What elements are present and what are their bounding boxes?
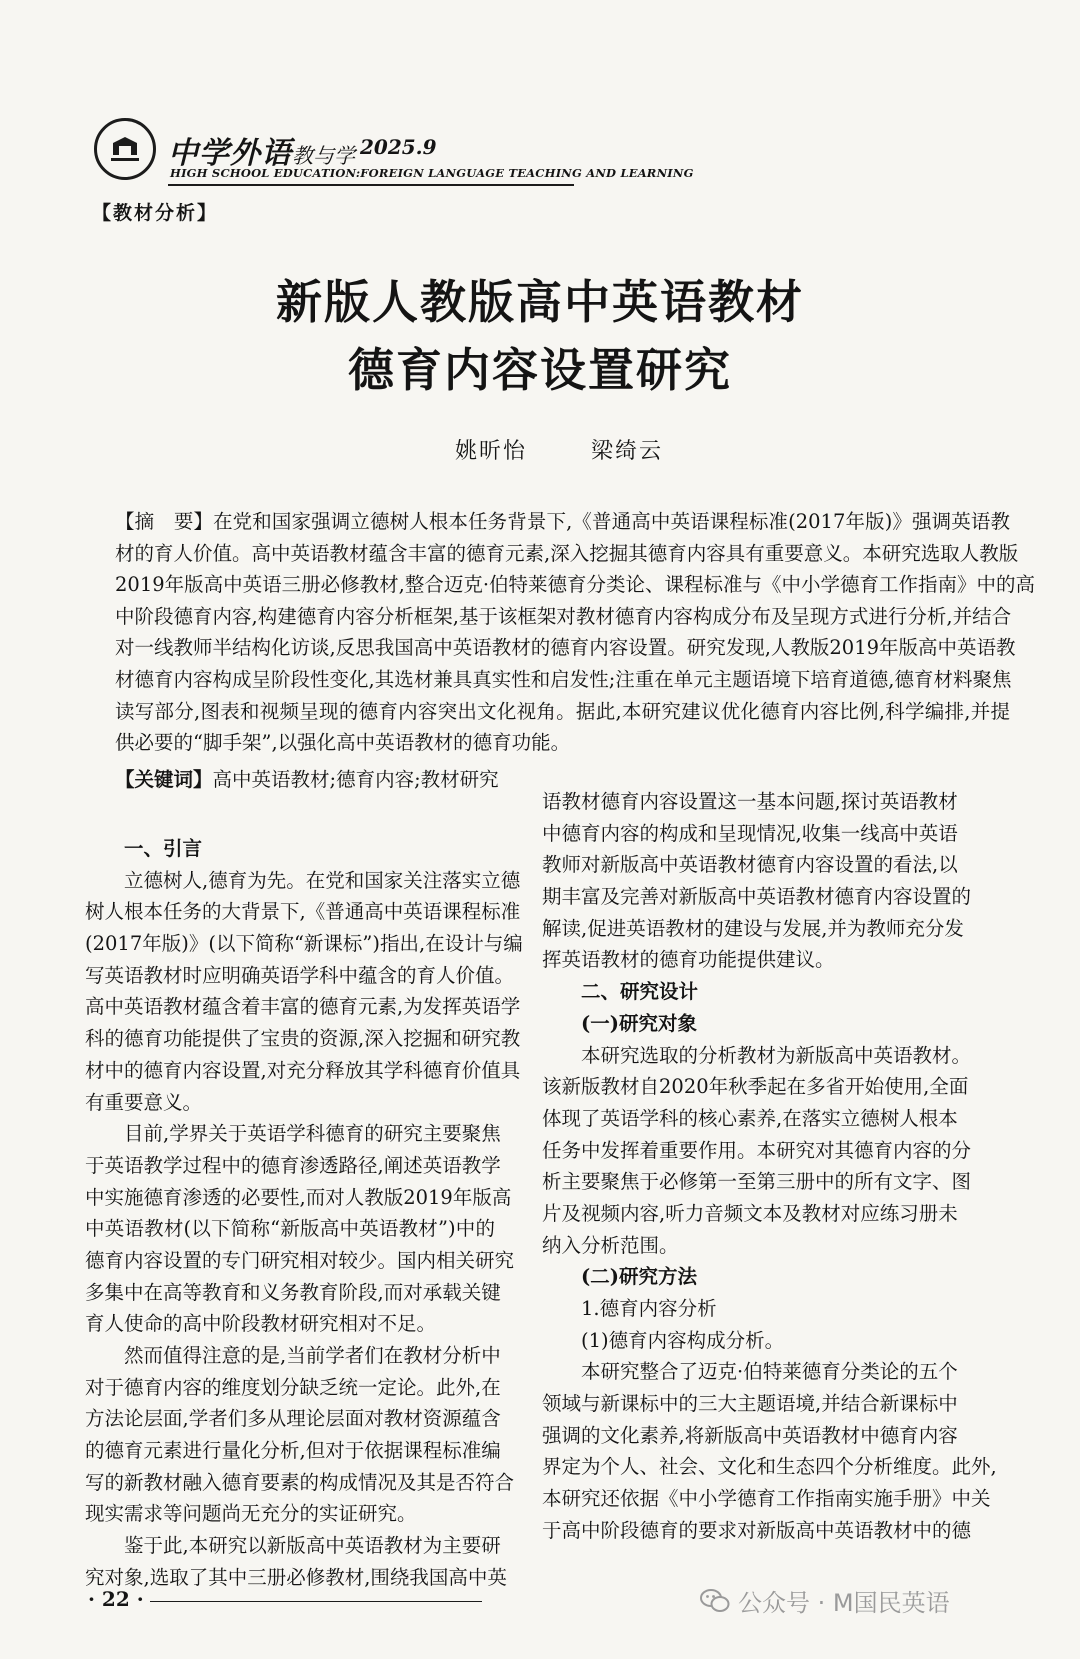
body-line: 目前,学界关于英语学科德育的研究主要聚焦: [124, 1122, 501, 1146]
journal-issue: 2025.9: [360, 135, 437, 159]
footer-divider: [150, 1601, 482, 1602]
article-title-line2: 德育内容设置研究: [348, 343, 732, 397]
body-line: 写的新教材融入德育要素的构成情况及其是否符合: [85, 1470, 515, 1494]
body-line: 期丰富及完善对新版高中英语教材德育内容设置的: [542, 885, 972, 909]
body-line: 德育内容设置的专门研究相对较少。国内相关研究: [85, 1248, 515, 1272]
abstract-line: 【摘 要】在党和国家强调立德树人根本任务背景下,《普通高中英语课程标准(2017年版)》强调英语教: [115, 510, 1010, 533]
body-right-column: [542, 786, 997, 1547]
keywords: [115, 764, 499, 792]
watermark: [700, 1583, 950, 1618]
header-divider: [168, 184, 574, 186]
body-line: 本研究选取的分析教材为新版高中英语教材。: [581, 1043, 972, 1067]
author-2: 梁绮云: [591, 439, 664, 464]
body-line: 1.德育内容分析: [581, 1297, 717, 1320]
section-tag: 【教材分析】: [92, 202, 219, 224]
section-heading: 一、引言: [124, 837, 203, 860]
section-heading: (二)研究方法: [581, 1265, 697, 1289]
authors: [455, 434, 663, 465]
body-line: 强调的文化素养,将新版高中英语教材中德育内容: [542, 1423, 958, 1447]
body-line: 然而值得注意的是,当前学者们在教材分析中: [124, 1344, 501, 1367]
body-line: 的德育元素进行量化分析,但对于依据课程标准编: [85, 1439, 501, 1463]
abstract-line: 读写部分,图表和视频呈现的德育内容突出文化视角。据此,本研究建议优化德育内容比例,科学编排,并提: [115, 699, 1010, 723]
body-line: 中德育内容的构成和呈现情况,收集一线高中英语: [542, 821, 958, 845]
body-line: 材中的德育内容设置,对充分释放其学科德育价值具: [85, 1058, 521, 1082]
body-line: 语教材德育内容设置这一基本问题,探讨英语教材: [542, 790, 958, 813]
body-line: 挥英语教材的德育功能提供建议。: [542, 948, 835, 972]
body-line: 写英语教材时应明确英语学科中蕴含的育人价值。: [85, 963, 515, 987]
keywords-text: 高中英语教材;德育内容;教材研究: [212, 768, 499, 791]
section-heading: 二、研究设计: [581, 980, 699, 1004]
body-line: 本研究整合了迈克·伯特莱德育分类论的五个: [581, 1360, 958, 1384]
page-number: · 22 ·: [88, 1587, 144, 1611]
abstract-line: 中阶段德育内容,构建德育内容分析框架,基于该框架对教材德育内容构成分布及呈现方式进行分析,并结合: [115, 604, 1012, 628]
journal-english-title: HIGH SCHOOL EDUCATION:FOREIGN LANGUAGE TEACHING AND LEARNING: [170, 166, 694, 180]
body-line: (1)德育内容构成分析。: [581, 1328, 785, 1352]
abstract-line: 材的育人价值。高中英语教材蕴含丰富的德育元素,深入挖掘其德育内容具有重要意义。本研究选取人教版: [115, 541, 1019, 565]
body-line: 纳入分析范围。: [542, 1233, 679, 1257]
journal-title-sub: 教与学: [292, 144, 355, 168]
journal-logo: [94, 118, 156, 180]
author-1: 姚昕怡: [455, 439, 528, 464]
body-line: 多集中在高等教育和义务教育阶段,而对承载关键: [85, 1280, 501, 1304]
body-line: 界定为个人、社会、文化和生态四个分析维度。此外,: [542, 1455, 997, 1479]
body-line: 体现了英语学科的核心素养,在落实立德树人根本: [542, 1106, 958, 1130]
body-line: 有重要意义。: [85, 1090, 203, 1114]
article-title-line1: 新版人教版高中英语教材: [276, 275, 804, 329]
body-line: 该新版教材自2020年秋季起在多省开始使用,全面: [542, 1075, 969, 1099]
body-line: 科的德育功能提供了宝贵的资源,深入挖掘和研究教: [85, 1027, 521, 1051]
body-line: 方法论层面,学者们多从理论层面对教材资源蕴含: [85, 1407, 501, 1431]
wechat-icon: [700, 1588, 730, 1614]
abstract-line: 材德育内容构成呈阶段性变化,其选材兼具真实性和启发性;注重在单元主题语境下培育道德,德育材料聚焦: [115, 667, 1012, 691]
body-line: 解读,促进英语教材的建设与发展,并为教师充分发: [542, 916, 964, 940]
body-line: 育人使命的高中阶段教材研究相对不足。: [85, 1312, 437, 1336]
abstract: [115, 506, 1036, 759]
journal-emblem-icon: [105, 129, 145, 169]
section-heading: (一)研究对象: [581, 1011, 697, 1035]
body-line: 教师对新版高中英语教材德育内容设置的看法,以: [542, 853, 958, 877]
abstract-line: 供必要的“脚手架”,以强化高中英语教材的德育功能。: [115, 731, 571, 755]
body-line: 析主要聚焦于必修第一至第三册中的所有文字、图: [542, 1170, 972, 1194]
body-line: 片及视频内容,听力音频文本及教材对应练习册未: [542, 1201, 958, 1225]
body-line: 鉴于此,本研究以新版高中英语教材为主要研: [124, 1534, 501, 1558]
body-line: (2017年版)》(以下简称“新课标”)指出,在设计与编: [85, 932, 523, 956]
body-line: 中实施德育渗透的必要性,而对人教版2019年版高: [85, 1185, 512, 1209]
body-line: 本研究还依据《中小学德育工作指南实施手册》中关: [542, 1487, 991, 1511]
body-line: 究对象,选取了其中三册必修教材,围绕我国高中英: [85, 1565, 507, 1589]
body-line: 领域与新课标中的三大主题语境,并结合新课标中: [542, 1392, 958, 1416]
body-line: 树人根本任务的大背景下,《普通高中英语课程标准: [85, 900, 521, 924]
body-line: 中英语教材(以下简称“新版高中英语教材”)中的: [85, 1217, 495, 1241]
body-line: 现实需求等问题尚无充分的实证研究。: [85, 1502, 417, 1526]
body-line: 高中英语教材蕴含着丰富的德育元素,为发挥英语学: [85, 995, 521, 1019]
body-line: 于高中阶段德育的要求对新版高中英语教材中的德: [542, 1518, 972, 1542]
body-line: 任务中发挥着重要作用。本研究对其德育内容的分: [542, 1138, 972, 1162]
body-line: 于英语教学过程中的德育渗透路径,阐述英语教学: [85, 1153, 501, 1177]
body-left-column: [85, 833, 523, 1594]
body-line: 对于德育内容的维度划分缺乏统一定论。此外,在: [85, 1375, 501, 1399]
abstract-line: 2019年版高中英语三册必修教材,整合迈克·伯特莱德育分类论、课程标准与《中小学德育工作指南》中的高: [115, 573, 1036, 597]
keywords-label: 【关键词】: [115, 768, 213, 791]
watermark-text: 公众号 · M国民英语: [738, 1589, 950, 1617]
journal-title-main: 中学外语: [168, 136, 292, 171]
body-line: 立德树人,德育为先。在党和国家关注落实立德: [124, 868, 521, 892]
abstract-line: 对一线教师半结构化访谈,反思我国高中英语教材的德育内容设置。研究发现,人教版2019年版高中英语教: [115, 636, 1016, 660]
